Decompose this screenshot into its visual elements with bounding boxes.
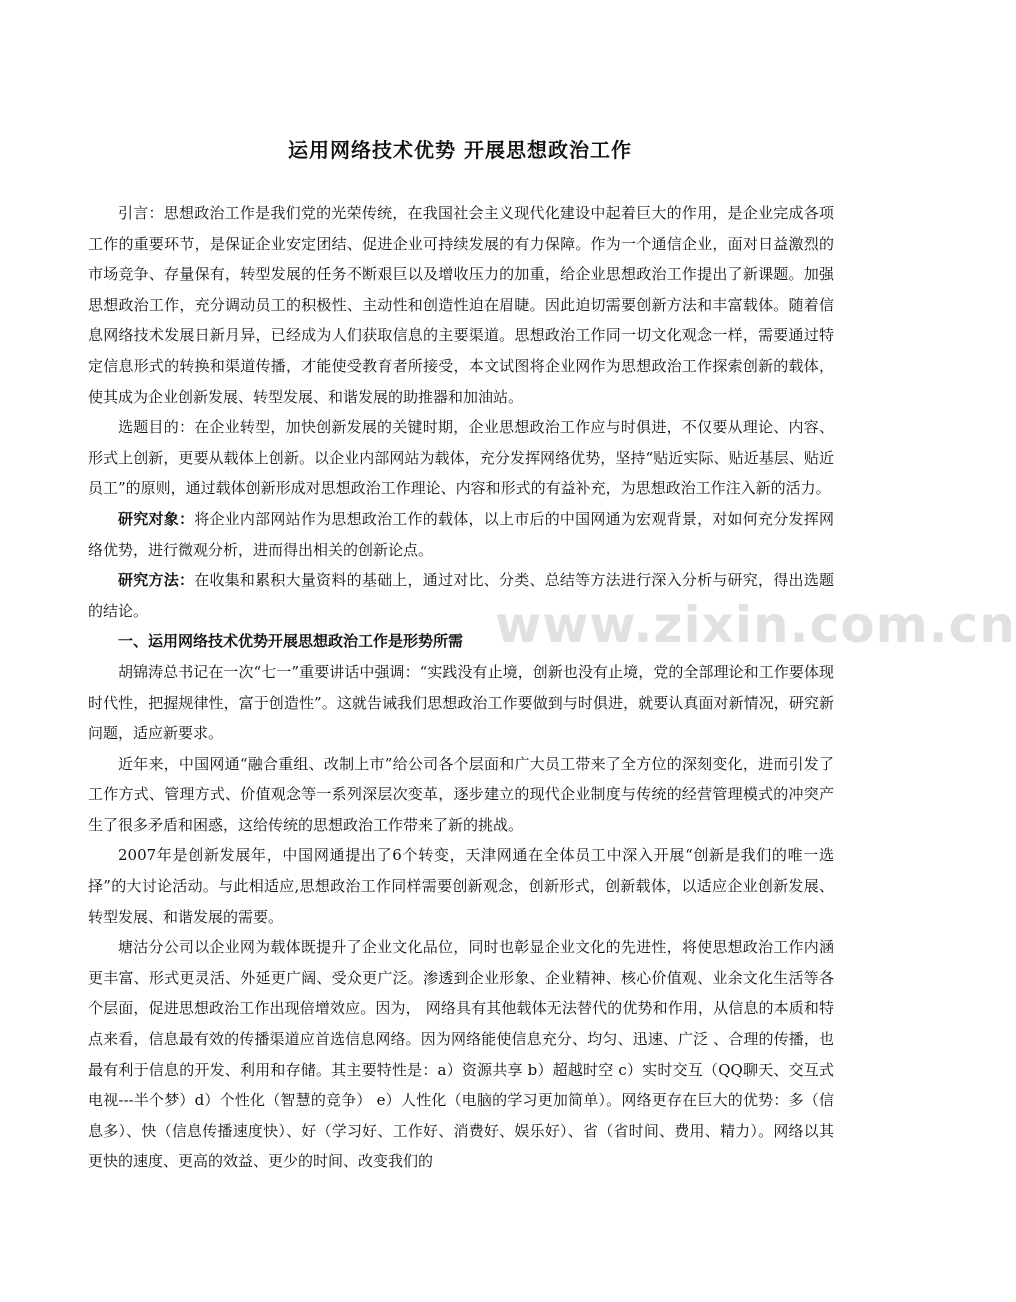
research-object-text: 将企业内部网站作为思想政治工作的载体，以上市后的中国网通为宏观背景，对如何充分发挥网络优势，进行微观分析，进而得出相关的创新论点。 (88, 509, 834, 559)
paragraph-research-method (88, 565, 834, 626)
research-method-label: 研究方法： (118, 571, 195, 590)
paragraph-intro: 引言：思想政治工作是我们党的光荣传统，在我国社会主义现代化建设中起着巨大的作用，是企业完成各项工作的重要环节，是保证企业安定团结、促进企业可持续发展的有力保障。作为一个通信企业，面对日益激烈的市场竞争、存量保有，转型发展的任务不断艰巨以及增收压力的加重，给企业思想政治工作提出了新课题。加强思想政治工作，充分调动员工的积极性、主动性和创造性迫在眉睫。因此迫切需要创新方法和丰富载体。随着信息网络技术发展日新月异，已经成为人们获取信息的主要渠道。思想政治工作同一切文化观念一样，需要通过特定信息形式的转换和渠道传播，才能使受教育者所接受，本文试图将企业网作为思想政治工作探索创新的载体，使其成为企业创新发展、转型发展、和谐发展的助推器和加油站。 (88, 204, 834, 406)
section-heading-1: 一、运用网络技术优势开展思想政治工作是形势所需 (118, 632, 464, 651)
research-method-text: 在收集和累积大量资料的基础上，通过对比、分类、总结等方法进行深入分析与研究，得出选题的结论。 (88, 571, 834, 620)
paragraph-purpose: 选题目的：在企业转型，加快创新发展的关键时期，企业思想政治工作应与时俱进，不仅要从理论、内容、形式上创新，更要从载体上创新。以企业内部网站为载体，充分发挥网络优势，坚持“贴近实际、贴近基层、贴近员工”的原则，通过载体创新形成对思想政治工作理论、内容和形式的有益补充，为思想政治工作注入新的活力。 (88, 418, 834, 498)
paragraph-2007: 2007年是创新发展年，中国网通提出了6个转变，天津网通在全体员工中深入开展“创新是我们的唯一选择”的大讨论活动。与此相适应,思想政治工作同样需要创新观念，创新形式，创新载体，以适应企业创新发展、转型发展、和谐发展的需要。 (88, 846, 834, 926)
paragraph-research-object (88, 504, 834, 565)
document-title: 运用网络技术优势 开展思想政治工作 (288, 138, 632, 162)
document-body (88, 198, 834, 1177)
paragraph-speech: 胡锦涛总书记在一次“七一”重要讲话中强调：“实践没有止境，创新也没有止境，党的全部理论和工作要体现时代性，把握规律性，富于创造性”。这就告诫我们思想政治工作要做到与时俱进，就要认真面对新情况，研究新问题，适应新要求。 (88, 662, 834, 743)
watermark: www.zixin.com.cn (495, 596, 1016, 654)
research-object-label: 研究对象： (118, 509, 195, 528)
paragraph-recent-years: 近年来，中国网通“融合重组、改制上市”给公司各个层面和广大员工带来了全方位的深刻变化，进而引发了工作方式、管理方式、价值观念等一系列深层次变革，逐步建立的现代企业制度与传统的经营管理模式的冲突产生了很多矛盾和困惑，这给传统的思想政治工作带来了新的挑战。 (88, 754, 834, 834)
paragraph-tanggu: 塘沽分公司以企业网为载体既提升了企业文化品位，同时也彰显企业文化的先进性，将使思想政治工作内涵更丰富、形式更灵活、外延更广阔、受众更广泛。渗透到企业形象、企业精神、核心价值观、业余文化生活等各个层面，促进思想政治工作出现倍增效应。因为， 网络具有其他载体无法替代的优势和作用，从信息的本质和特点来看，信息最有效的传播渠道应首选信息网络。因为网络能使信息充分、均匀、迅速、广泛 、合理的传播，也最有利于信息的开发、利用和存储。其主要特性是：a）资源共享 b）超越时空 c）实时交互（QQ聊天、交互式电视---半个梦）d）个性化（智慧的竞争） e）人性化（电脑的学习更加简单）。网络更存在巨大的优势：多（信息多）、快（信息传播速度快）、好（学习好、工作好、消费好、娱乐好）、省（省时间、费用、精力）。网络以其更快的速度、更高的效益、更少的时间、改变我们的 (88, 938, 834, 1171)
